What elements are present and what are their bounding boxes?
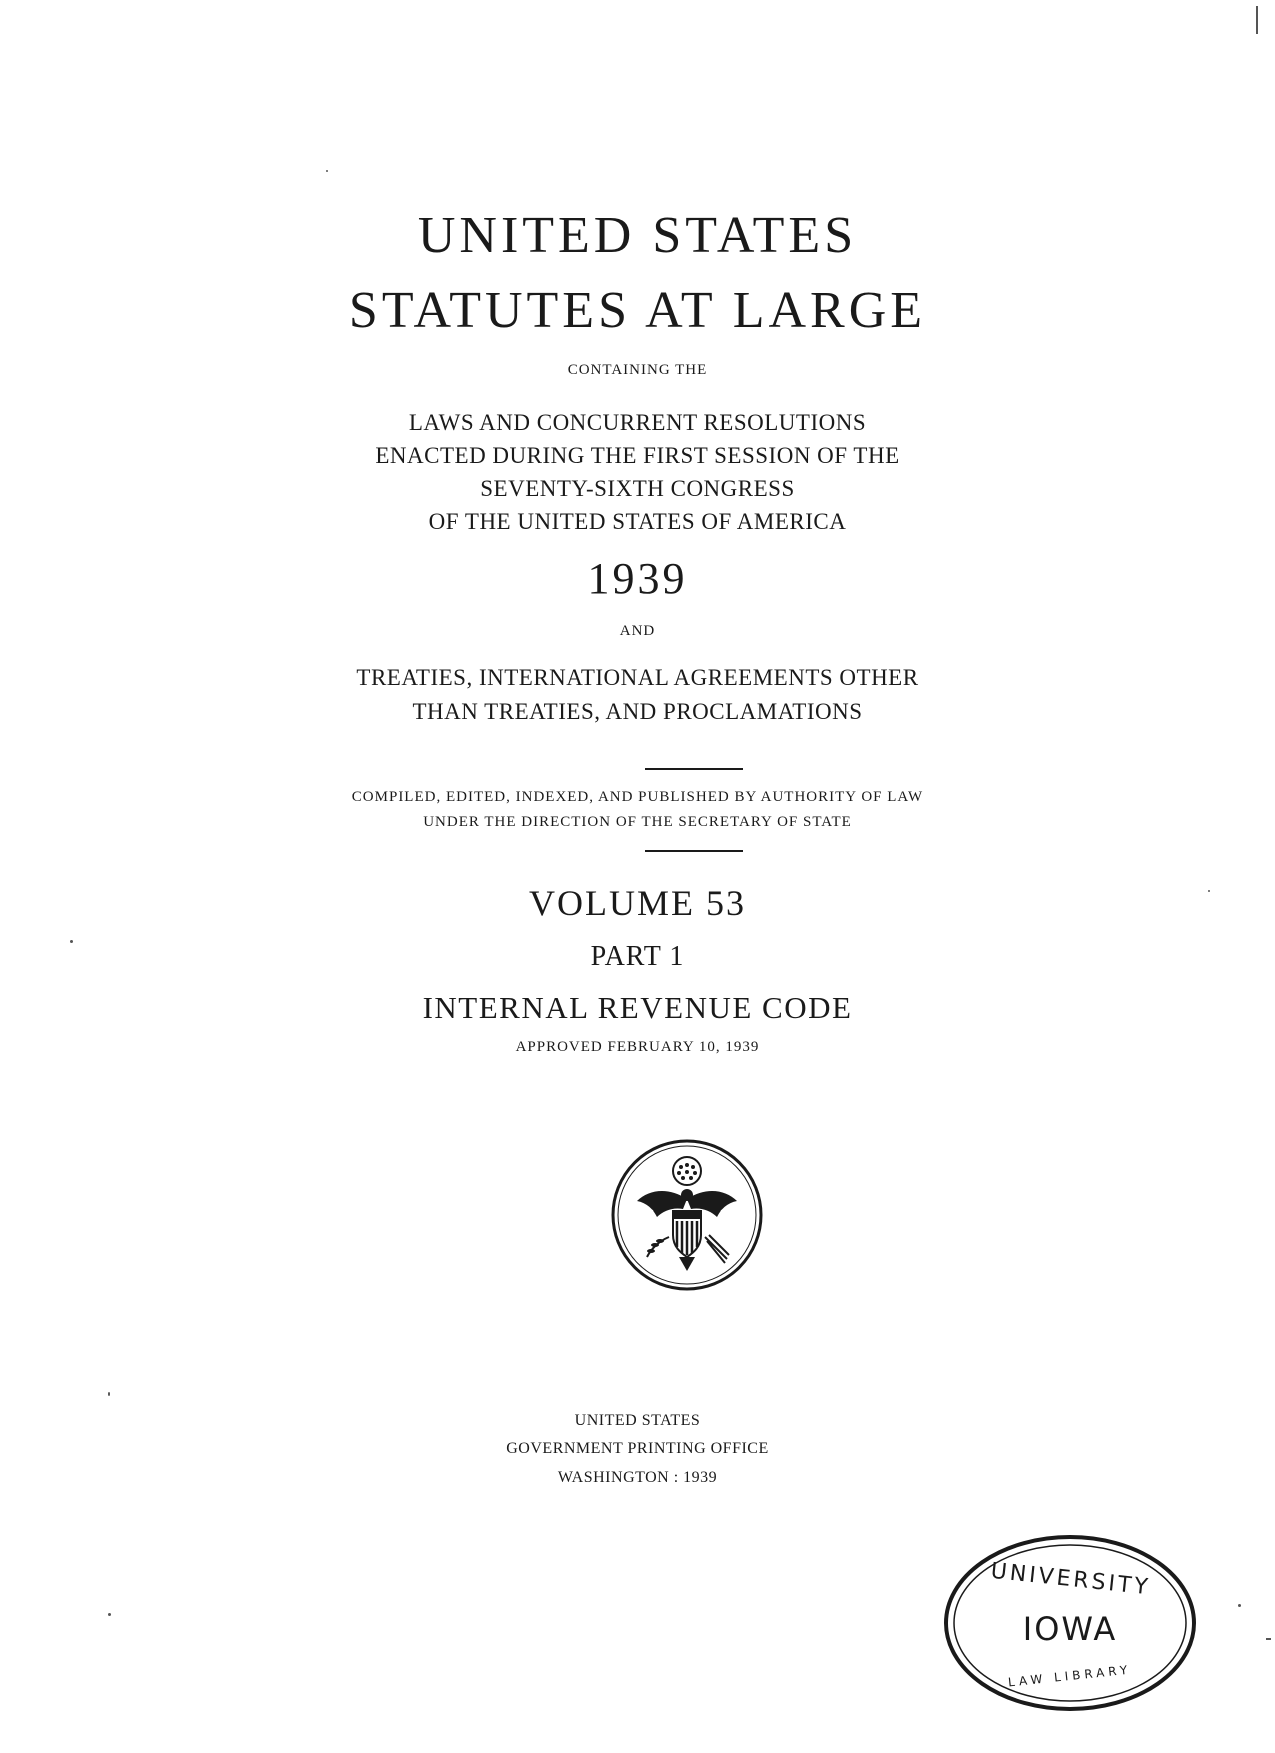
scan-speck	[1266, 1638, 1271, 1640]
containing-label: CONTAINING THE	[567, 362, 708, 378]
svg-text:LAW LIBRARY: LAW LIBRARY	[1007, 1662, 1132, 1690]
scan-speck	[326, 170, 328, 172]
svg-text:IOWA: IOWA	[1022, 1610, 1118, 1648]
title-line-1: UNITED STATES	[417, 207, 858, 264]
publisher-line-2: GOVERNMENT PRINTING OFFICE	[506, 1440, 769, 1457]
scan-speck	[1238, 1604, 1241, 1607]
scan-mark	[1256, 6, 1258, 34]
approved-date: APPROVED FEBRUARY 10, 1939	[515, 1039, 760, 1055]
university-iowa-stamp	[940, 1528, 1200, 1718]
divider-rule-bottom	[645, 850, 743, 852]
scan-speck	[108, 1392, 110, 1396]
description-line-4: OF THE UNITED STATES OF AMERICA	[428, 509, 847, 534]
scan-speck	[108, 1613, 111, 1616]
svg-text:UNIVERSITY: UNIVERSITY	[989, 1558, 1152, 1601]
scan-speck	[1208, 890, 1210, 892]
and-label: AND	[619, 623, 656, 639]
description-line-3: SEVENTY-SIXTH CONGRESS	[480, 476, 795, 501]
compiled-line-2: UNDER THE DIRECTION OF THE SECRETARY OF STATE	[423, 814, 852, 830]
title-line-2: STATUTES AT LARGE	[348, 282, 927, 339]
great-seal-icon	[609, 1137, 765, 1293]
publisher-line-1: UNITED STATES	[574, 1412, 701, 1429]
description-line-2: ENACTED DURING THE FIRST SESSION OF THE	[375, 443, 900, 468]
treaties-line-1: TREATIES, INTERNATIONAL AGREEMENTS OTHER	[356, 665, 919, 690]
part-heading: PART 1	[590, 941, 685, 972]
treaties-line-2: THAN TREATIES, AND PROCLAMATIONS	[412, 699, 863, 724]
publisher-line-3: WASHINGTON : 1939	[557, 1469, 718, 1486]
divider-rule-top	[645, 768, 743, 770]
year-heading: 1939	[587, 554, 688, 603]
scan-speck	[70, 940, 73, 943]
description-line-1: LAWS AND CONCURRENT RESOLUTIONS	[408, 410, 867, 435]
volume-heading: VOLUME 53	[529, 883, 746, 923]
code-heading: INTERNAL REVENUE CODE	[422, 990, 853, 1025]
compiled-line-1: COMPILED, EDITED, INDEXED, AND PUBLISHED BY AUTHORITY OF LAW	[351, 789, 924, 805]
